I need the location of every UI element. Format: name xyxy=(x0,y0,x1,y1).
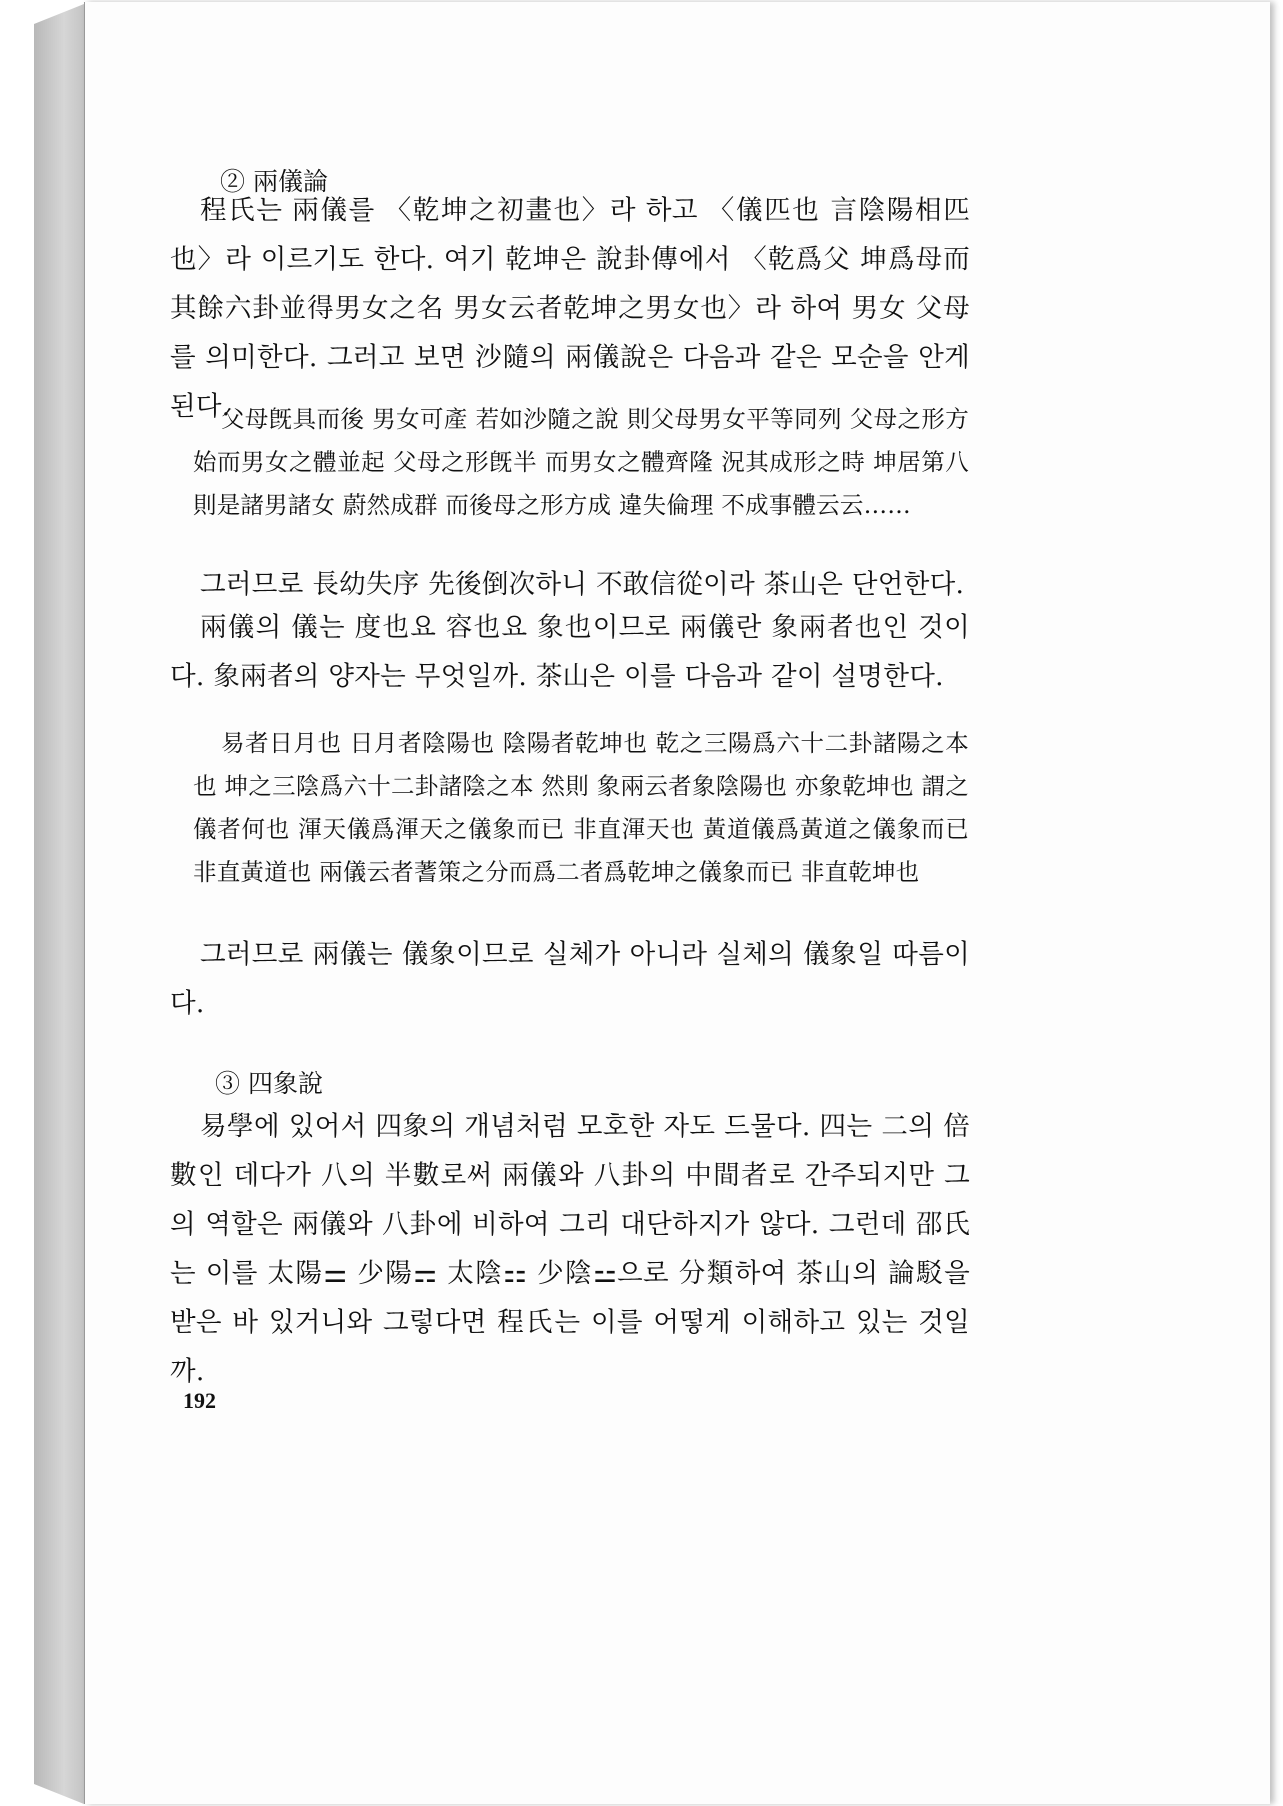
section-heading-two-modes: ② 兩儀論 xyxy=(220,167,328,196)
book-spine xyxy=(34,4,84,1804)
paragraph-four-images: 易學에 있어서 四象의 개념처럼 모호한 자도 드물다. 四는 二의 倍數인 데다가 八의 半數로써 兩儀와 八卦의 中間者로 간주되지만 그의 역할은 兩儀와 八卦에 비하여 그리 대단하지가 않다. 그런데 邵氏는 이를 太陽⚌ 少陽⚎ 太陰⚏ 少陰⚍으로 分類하여 茶山의 論駁을 받은 바 있거니와 그렇다면 程氏는 이를 어떻게 이해하고 있는 것일까. xyxy=(170,1111,970,1387)
paragraph-two-modes-intro: 程氏는 兩儀를 〈乾坤之初畫也〉라 하고 〈儀匹也 言陰陽相匹也〉라 이르기도 한다. 여기 乾坤은 說卦傳에서 〈乾爲父 坤爲母而其餘六卦並得男女之名 男女云者乾坤之男女也〉라 하여 男女 父母를 의미한다. 그러고 보면 沙隨의 兩儀說은 다음과 같은 모순을 안게 된다. xyxy=(170,195,970,422)
paragraph-conclusion-order: 그러므로 長幼失序 先後倒次하니 不敢信從이라 茶山은 단언한다. xyxy=(200,569,965,600)
paragraph-conclusion-image: 그러므로 兩儀는 儀象이므로 실체가 아니라 실체의 儀象일 따름이다. xyxy=(170,939,970,1019)
paragraph-meaning-of-yi: 兩儀의 儀는 度也요 容也요 象也이므로 兩儀란 象兩者也인 것이다. 象兩者의 양자는 무엇일까. 茶山은 이를 다음과 같이 설명한다. xyxy=(170,612,970,692)
page-number: 192 xyxy=(183,1388,216,1413)
section-heading-four-images: ③ 四象說 xyxy=(215,1069,323,1098)
quotation-parents-children: 父母旣具而後 男女可產 若如沙隨之說 則父母男女平等同列 父母之形方始而男女之體並起 父母之形旣半 而男女之體齊隆 況其成形之時 坤居第八 則是諸男諸女 蔚然成群 而後母之形方成 違失倫理 不成事體云云…… xyxy=(193,405,969,519)
quotation-sun-moon: 易者日月也 日月者陰陽也 陰陽者乾坤也 乾之三陽爲六十二卦諸陽之本也 坤之三陰爲六十二卦諸陰之本 然則 象兩云者象陰陽也 亦象乾坤也 謂之儀者何也 渾天儀爲渾天之儀象而已 非直渾天也 黃道儀爲黃道之儀象而已 非直黃道也 兩儀云者蓍策之分而爲二者爲乾坤之儀象而已 非直乾坤也 xyxy=(193,729,969,886)
